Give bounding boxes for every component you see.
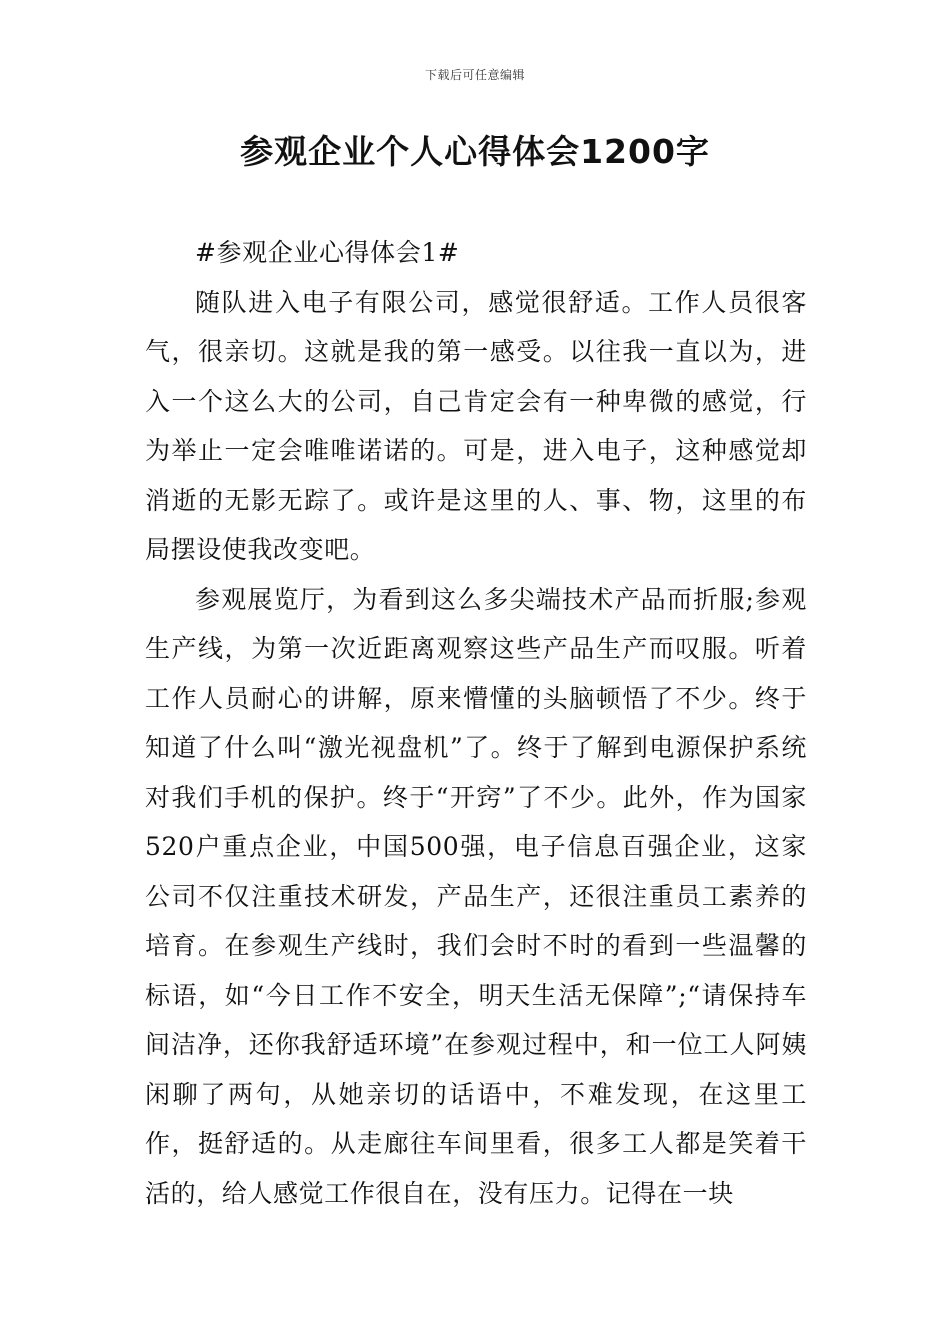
paragraph-2: 参观展览厅，为看到这么多尖端技术产品而折服;参观生产线，为第一次近距离观察这些产品生产而叹服。听着工作人员耐心的讲解，原来懵懂的头脑顿悟了不少。终于知道了什么叫“激光视盘机”了。终于了解到电源保护系统对我们手机的保护。终于“开窍”了不少。此外，作为国家520户重点企业，中国500强，电子信息百强企业，这家公司不仅注重技术研发，产品生产，还很注重员工素养的培育。在参观生产线时，我们会时不时的看到一些温馨的标语，如“今日工作不安全，明天生活无保障”;“请保持车间洁净，还你我舒适环境”在参观过程中，和一位工人阿姨闲聊了两句，从她亲切的话语中，不难发现，在这里工作，挺舒适的。从走廊往车间里看，很多工人都是笑着干活的，给人感觉工作很自在，没有压力。记得在一块 bbox=[145, 584, 807, 1208]
document-body bbox=[145, 228, 807, 1218]
paragraph-1: 随队进入电子有限公司，感觉很舒适。工作人员很客气，很亲切。这就是我的第一感受。以往我一直以为，进入一个这么大的公司，自己肯定会有一种卑微的感觉，行为举止一定会唯唯诺诺的。可是，进入电子，这种感觉却消逝的无影无踪了。或许是这里的人、事、物，这里的布局摆设使我改变吧。 bbox=[145, 287, 807, 564]
section-heading: #参观企业心得体会1# bbox=[195, 238, 460, 267]
document-title: 参观企业个人心得体会1200字 bbox=[240, 132, 710, 171]
header-note: 下载后可任意编辑 bbox=[424, 68, 525, 82]
